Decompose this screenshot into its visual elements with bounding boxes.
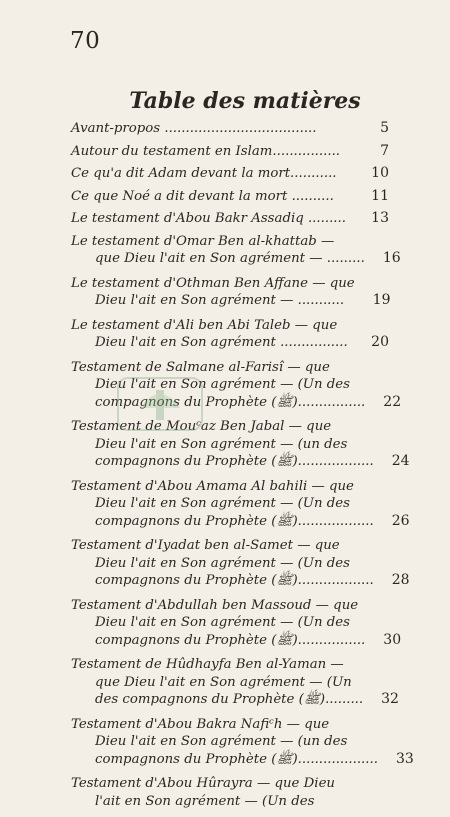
toc-entry-text <box>71 775 371 810</box>
toc-entry-text <box>71 120 371 138</box>
toc-entry-line: Testament de Salmane al-Farisî — que <box>71 359 330 375</box>
toc-entry-page: 22 <box>383 393 402 410</box>
toc-entry-page: 30 <box>383 631 402 648</box>
toc-entry-page: 28 <box>391 572 410 588</box>
toc-entry <box>71 120 389 138</box>
toc-entry-line: des compagnons du Prophète (ﷺ)......... <box>95 692 364 707</box>
toc-entry-line: Testament d'Abou Hûrayra — que Dieu <box>71 776 335 791</box>
toc-entry-line: compagnons du Prophète (ﷺ).................. <box>95 454 374 469</box>
toc-entry-text <box>71 656 381 709</box>
table-of-contents <box>71 120 414 817</box>
toc-entry-line: Le testament d'Ali ben Abi Taleb — que <box>71 317 338 333</box>
toc-entry-page: 13 <box>371 210 389 226</box>
toc-entry <box>71 188 389 206</box>
toc-entry-text <box>71 716 396 769</box>
toc-entry <box>71 478 410 531</box>
toc-entry <box>71 210 389 228</box>
toc-entry-line: Le testament d'Othman Ben Affane — que <box>71 275 355 291</box>
toc-entry-line: Testament de Hûdhayfa Ben al-Yaman — <box>71 657 344 672</box>
toc-entry-line: Testament de Mouᶜaz Ben Jabal — que <box>71 419 332 434</box>
toc-entry-line: Autour du testament en Islam................ <box>71 143 341 159</box>
toc-entry-line: Dieu l'ait en Son agrément — (Un des <box>95 615 350 630</box>
page-number: 70 <box>70 28 101 54</box>
toc-entry-line: compagnons du Prophète (ﷺ)................ <box>95 394 366 410</box>
toc-entry-line: Dieu l'ait en Son agrément — (Un des <box>95 555 350 571</box>
toc-entry-line: Testament d'Abdullah ben Massoud — que <box>71 597 359 613</box>
toc-entry <box>71 775 389 810</box>
toc-entry-page: 19 <box>372 292 391 308</box>
toc-entry-text <box>71 165 371 183</box>
toc-entry-page: 5 <box>380 120 389 136</box>
toc-entry-line: Ce qu'a dit Adam devant la mort........... <box>71 166 337 181</box>
toc-entry-text <box>71 210 371 228</box>
toc-entry-page: 24 <box>391 453 410 469</box>
watermark-stamp <box>112 368 208 438</box>
toc-entry-line: que Dieu l'ait en Son agrément — ......... <box>95 251 365 266</box>
toc-entry-text <box>71 597 383 650</box>
toc-entry-page: 10 <box>371 165 389 181</box>
toc-entry-line: compagnons du Prophète (ﷺ).................. <box>95 513 374 529</box>
toc-entry-page: 26 <box>391 512 410 529</box>
toc-entry <box>71 537 410 590</box>
toc-entry-line: Ce que Noé a dit devant la mort .......... <box>71 188 334 204</box>
toc-entry <box>71 716 414 769</box>
toc-entry-line: Le testament d'Omar Ben al-khattab — <box>71 233 335 249</box>
toc-entry <box>71 656 399 709</box>
toc-entry-text <box>71 188 371 206</box>
toc-entry-line: Dieu l'ait en Son agrément — (Un des <box>95 496 350 511</box>
toc-entry-text <box>71 275 373 310</box>
toc-entry-line: Dieu l'ait en Son agrément — (un des <box>95 734 348 749</box>
toc-entry-page: 7 <box>380 142 389 159</box>
toc-entry-page: 16 <box>382 250 401 266</box>
toc-entry-line: Testament d'Abou Amama Al bahili — que <box>71 478 354 494</box>
toc-entry-line: Testament d'Iyadat ben al-Samet — que <box>71 538 340 553</box>
toc-entry-line: Dieu l'ait en Son agrément ................ <box>95 335 348 350</box>
toc-entry-line: Testament d'Abou Bakra Nafiᶜh — que <box>71 716 330 732</box>
toc-entry-page: 32 <box>381 691 399 707</box>
toc-entry-line: Dieu l'ait en Son agrément — (un des <box>95 436 348 452</box>
toc-entry-line: Avant-propos .................................... <box>71 121 317 136</box>
toc-title: Table des matières <box>129 88 361 114</box>
toc-entry-line: l'ait en Son agrément — (Un des <box>95 793 315 809</box>
toc-entry-page: 11 <box>371 187 389 204</box>
toc-entry-line: compagnons du Prophète (ﷺ).................. <box>95 573 374 588</box>
toc-entry <box>71 275 389 310</box>
toc-entry <box>71 317 389 352</box>
toc-entry-line: que Dieu l'ait en Son agrément — (Un <box>95 674 352 690</box>
toc-entry-text <box>71 537 392 590</box>
toc-entry <box>71 143 389 161</box>
toc-entry-text <box>71 478 392 531</box>
toc-entry <box>71 233 401 268</box>
toc-entry-text <box>71 143 371 161</box>
toc-entry-line: Dieu l'ait en Son agrément — ........... <box>95 293 345 308</box>
toc-entry-page: 33 <box>395 750 414 767</box>
toc-entry-text <box>71 233 383 268</box>
toc-entry <box>71 597 402 650</box>
toc-entry-page: 20 <box>371 334 389 350</box>
toc-entry <box>71 165 389 183</box>
toc-entry-line: compagnons du Prophète (ﷺ)................ <box>95 632 366 648</box>
toc-entry-line: Dieu l'ait en Son agrément — (Un des <box>95 377 350 392</box>
toc-entry-line: compagnons du Prophète (ﷺ)................... <box>95 751 378 767</box>
toc-entry-text <box>71 317 371 352</box>
toc-entry-line: Le testament d'Abou Bakr Assadiq ......... <box>71 211 346 226</box>
